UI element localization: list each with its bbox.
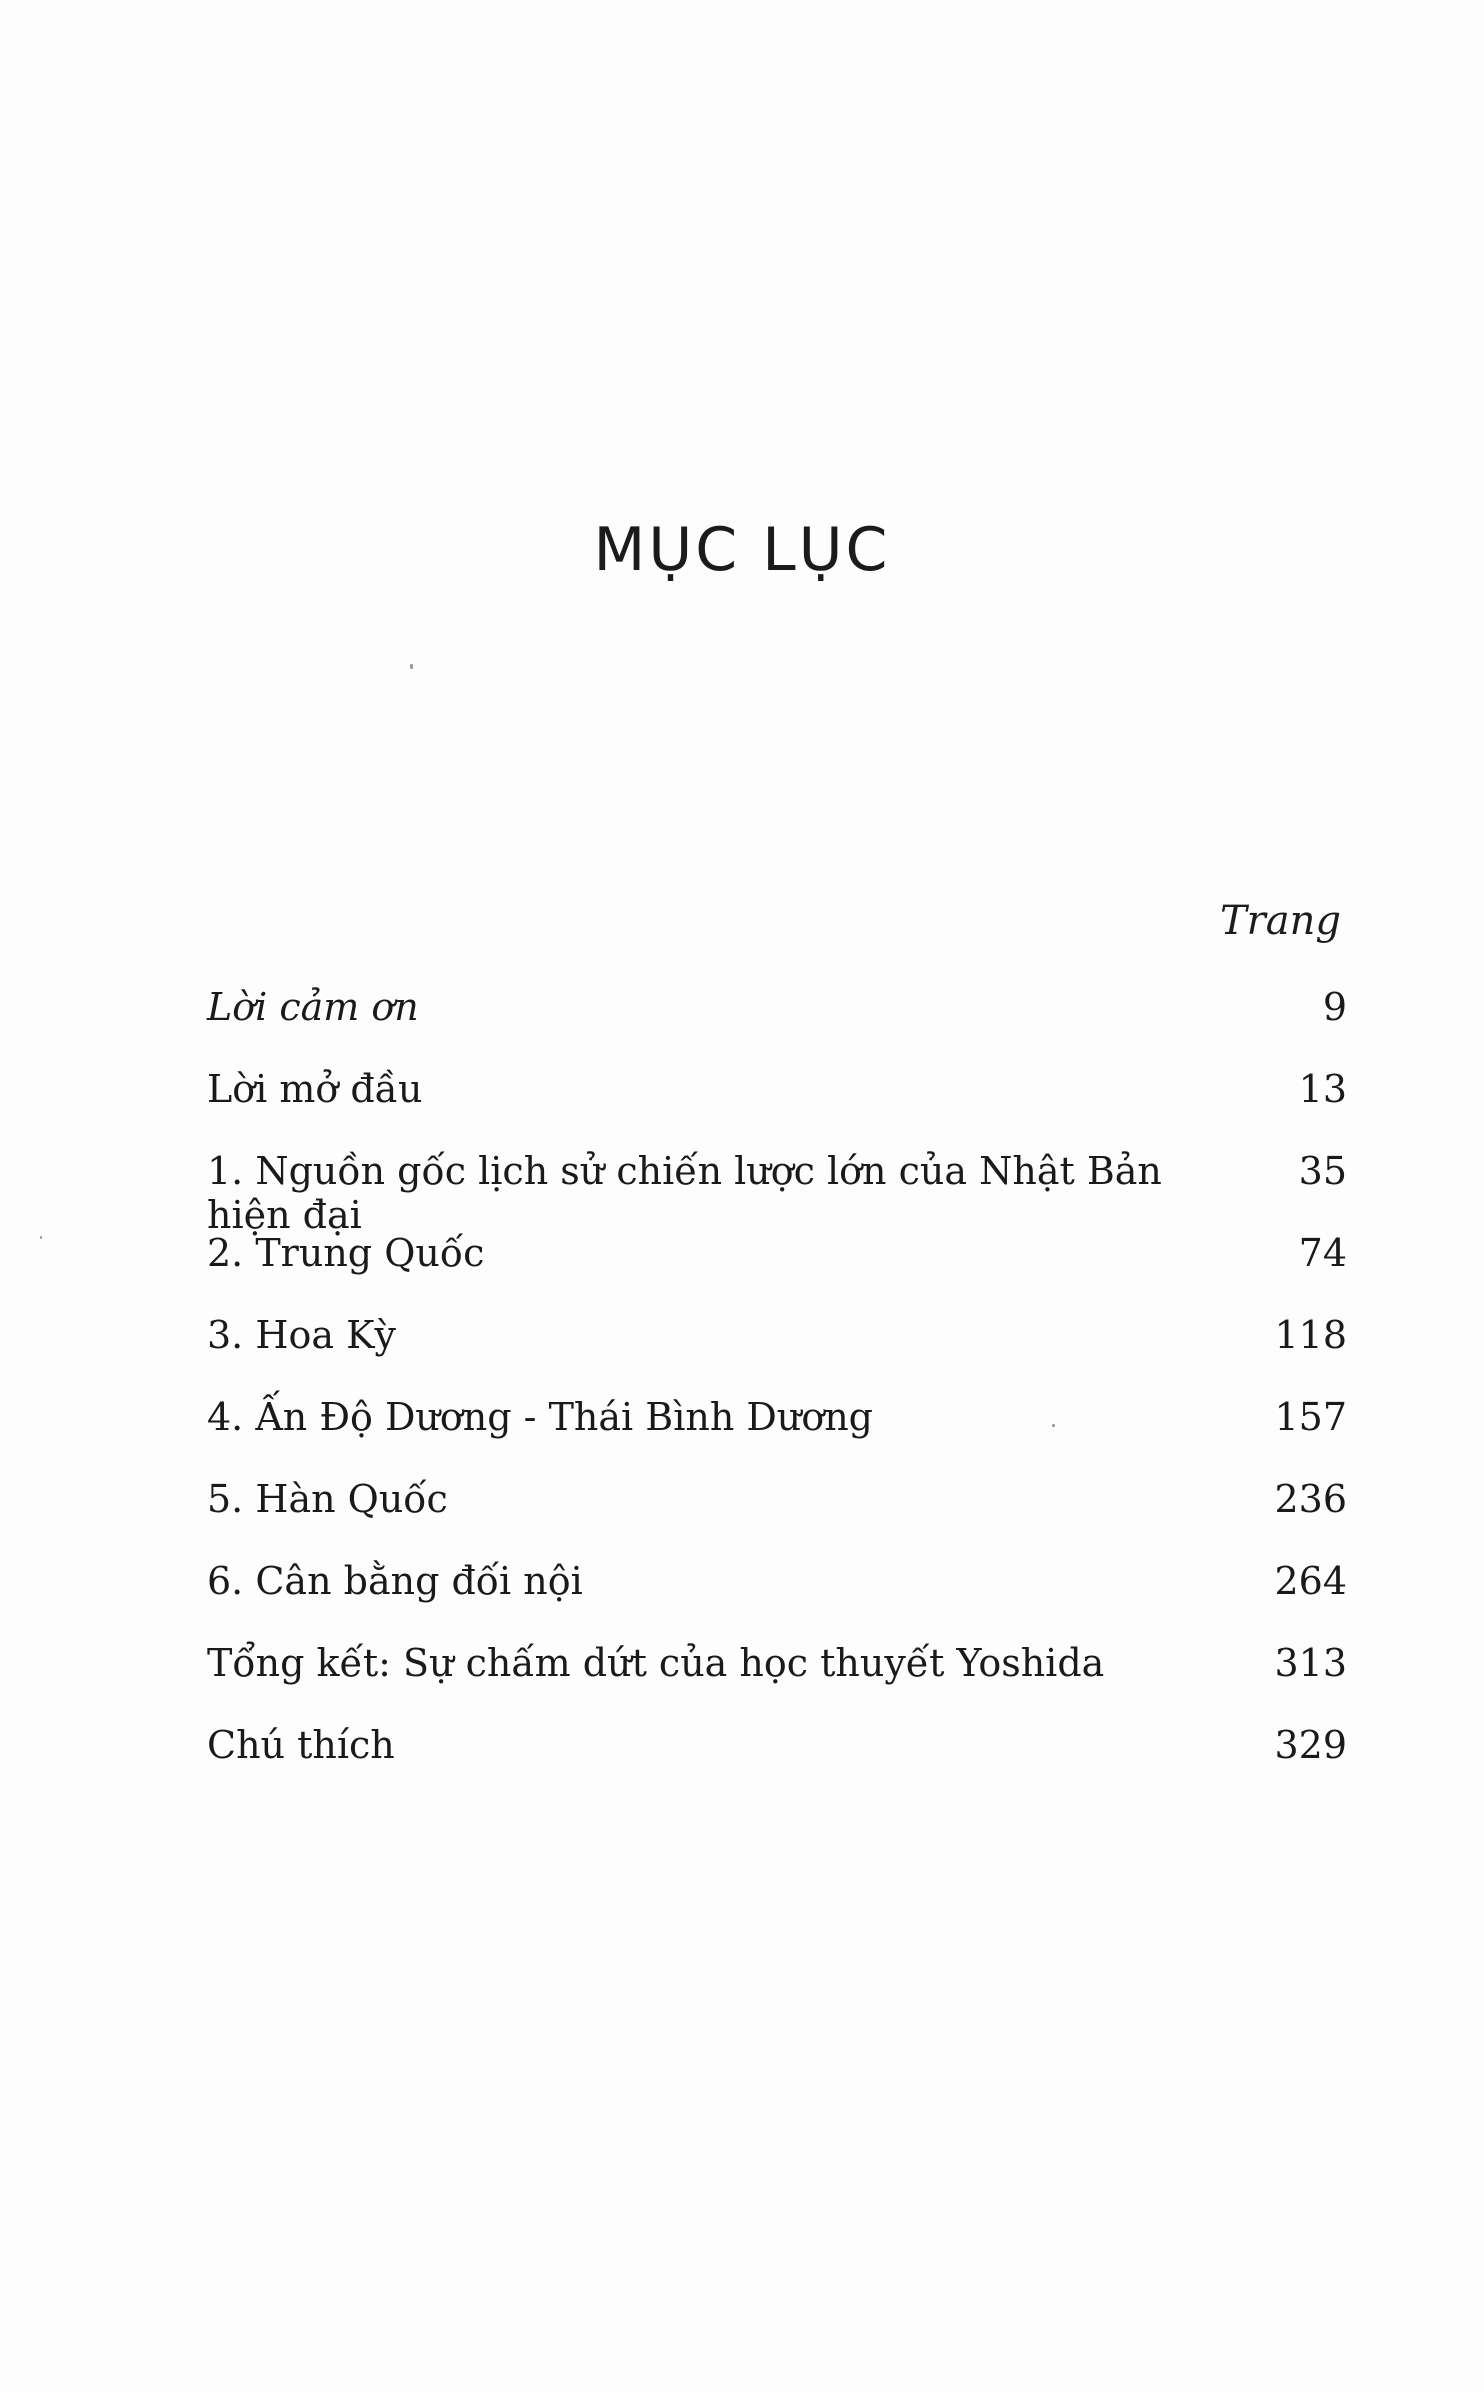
toc-entry-notes	[207, 1723, 1347, 1805]
toc-entry-title: 5. Hàn Quốc	[207, 1477, 448, 1521]
toc-entry-acknowledgements	[207, 985, 1347, 1067]
toc-entry-page: 236	[1274, 1477, 1347, 1521]
toc-entry-title: 1. Nguồn gốc lịch sử chiến lược lớn của Nhật Bản hiện đại	[207, 1149, 1162, 1237]
toc-entry-page: 157	[1274, 1395, 1347, 1439]
toc-entry-title: 3. Hoa Kỳ	[207, 1313, 396, 1357]
toc-entry-title: 6. Cân bằng đối nội	[207, 1559, 583, 1603]
paper-speck	[40, 1236, 42, 1239]
toc-entry-chapter-2	[207, 1231, 1347, 1313]
toc-entry-page: 9	[1322, 985, 1347, 1029]
toc-entry-page: 264	[1274, 1559, 1347, 1603]
toc-entry-title: Tổng kết: Sự chấm dứt của học thuyết Yoshida	[207, 1641, 1105, 1685]
toc-entry-chapter-5	[207, 1477, 1347, 1559]
paper-speck	[1052, 1424, 1055, 1427]
toc-entry-title: Lời mở đầu	[207, 1067, 423, 1111]
toc-entry-chapter-4	[207, 1395, 1347, 1477]
toc-entry-chapter-3	[207, 1313, 1347, 1395]
toc-entry-page: 35	[1298, 1149, 1347, 1193]
page-column-label: Trang	[1220, 898, 1342, 944]
toc-entry-page: 74	[1298, 1231, 1347, 1275]
page-title: MỤC LỤC	[593, 515, 891, 585]
toc-entry-page: 313	[1274, 1641, 1347, 1685]
toc-entry-title: 4. Ấn Độ Dương - Thái Bình Dương	[207, 1395, 874, 1439]
toc-entry-preface	[207, 1067, 1347, 1149]
toc-entry-page: 118	[1274, 1313, 1347, 1357]
toc-entry-conclusion	[207, 1641, 1347, 1723]
toc-entry-title: Lời cảm ơn	[207, 985, 419, 1029]
table-of-contents	[207, 985, 1347, 1805]
paper-speck	[410, 664, 413, 669]
toc-entry-page: 329	[1274, 1723, 1347, 1767]
toc-entry-chapter-6	[207, 1559, 1347, 1641]
toc-entry-title: Chú thích	[207, 1723, 395, 1767]
toc-entry-chapter-1	[207, 1149, 1347, 1237]
toc-entry-title: 2. Trung Quốc	[207, 1231, 485, 1275]
toc-entry-page: 13	[1298, 1067, 1347, 1111]
